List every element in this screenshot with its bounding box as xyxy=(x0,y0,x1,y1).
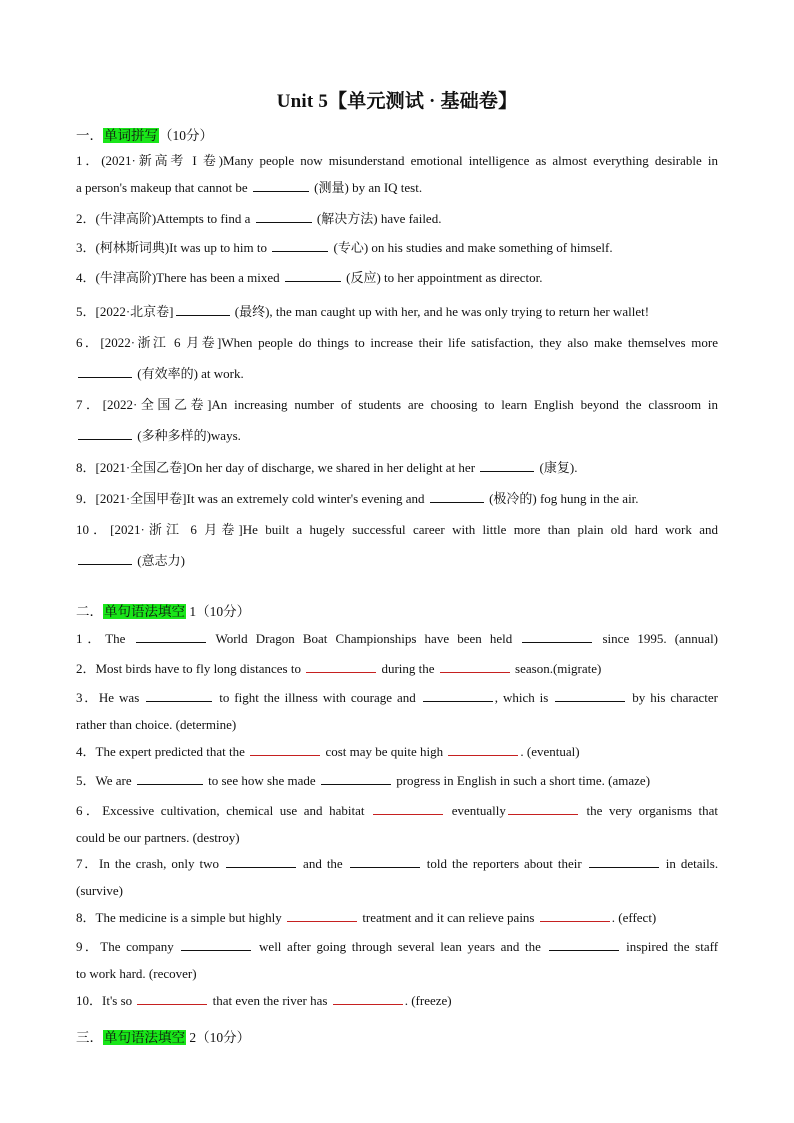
answer-blank[interactable] xyxy=(181,936,251,951)
answer-blank[interactable] xyxy=(373,800,443,815)
section-label-highlight: 单词拼写 xyxy=(104,128,158,143)
section-label-highlight: 单句语法填空 xyxy=(104,1030,185,1045)
answer-blank[interactable] xyxy=(589,853,659,868)
answer-blank[interactable] xyxy=(333,990,403,1005)
answer-blank[interactable] xyxy=(423,687,493,702)
question-2-1: 1．The World Dragon Boat Championships have been held since 1995. (annual) xyxy=(76,625,718,652)
answer-blank[interactable] xyxy=(137,990,207,1005)
answer-blank[interactable] xyxy=(321,770,391,785)
answer-blank[interactable] xyxy=(285,267,341,282)
answer-blank[interactable] xyxy=(287,907,357,922)
question-2-2: 2．Most birds have to fly long distances to during the season.(migrate) xyxy=(76,655,718,682)
question-1-9: 9．[2021·全国甲卷]It was an extremely cold winter's evening and (极冷的) fog hung in the air. xyxy=(76,485,718,512)
answer-blank[interactable] xyxy=(256,208,312,223)
answer-blank[interactable] xyxy=(448,741,518,756)
question-line: a person's makeup that cannot be (测量) by an IQ test. xyxy=(76,174,718,201)
question-1-8: 8．[2021·全国乙卷]On her day of discharge, we shared in her delight at her (康复). xyxy=(76,454,718,481)
question-1-4: 4．(牛津高阶)There has been a mixed (反应) to her appointment as director. xyxy=(76,264,718,291)
question-1-3: 3．(柯林斯词典)It was up to him to (专心) on his studies and make something of himself. xyxy=(76,234,718,261)
question-1-7: 7．[2022·全国乙卷]An increasing number of students are choosing to learn English beyond the classroom in (多种多样的)ways. xyxy=(76,397,718,443)
section-label-highlight: 单句语法填空 xyxy=(104,604,185,619)
question-2-10: 10．It's so that even the river has . (freeze) xyxy=(76,987,718,1014)
question-1-5: 5．[2022·北京卷] (最终), the man caught up with her, and he was only trying to return her wallet! xyxy=(76,298,718,325)
section-heading-2: 二．单句语法填空 1（10分） xyxy=(76,604,251,619)
answer-blank[interactable] xyxy=(253,177,309,192)
question-2-4: 4．The expert predicted that the cost may be quite high . (eventual) xyxy=(76,738,718,765)
question-2-6: 6．Excessive cultivation, chemical use and habitat eventually the very organisms that could be our partners. (destroy) xyxy=(76,797,718,851)
answer-blank[interactable] xyxy=(78,425,132,440)
answer-blank[interactable] xyxy=(146,687,212,702)
answer-blank[interactable] xyxy=(176,301,230,316)
question-2-8: 8．The medicine is a simple but highly treatment and it can relieve pains . (effect) xyxy=(76,904,718,931)
answer-blank[interactable] xyxy=(440,658,510,673)
question-2-9: 9．The company well after going through several lean years and the inspired the staff to work hard. (recover) xyxy=(76,933,718,987)
answer-blank[interactable] xyxy=(480,457,534,472)
answer-blank[interactable] xyxy=(522,628,592,643)
question-1-1 xyxy=(76,147,718,201)
answer-blank[interactable] xyxy=(136,628,206,643)
answer-blank[interactable] xyxy=(430,488,484,503)
section-heading-1 xyxy=(76,124,213,144)
question-1-6: 6．[2022·浙江 6 月卷]When people do things to increase their life satisfaction, they also make themselves more (有效率的) at work. xyxy=(76,335,718,381)
question-1-2: 2．(牛津高阶)Attempts to find a (解决方法) have failed. xyxy=(76,205,718,232)
answer-blank[interactable] xyxy=(540,907,610,922)
page-title: Unit 5【单元测试 · 基础卷】 xyxy=(276,91,518,112)
question-1-10: 10．[2021·浙江 6 月卷]He built a hugely successful career with little more than plain old hard work and (意志力) xyxy=(76,522,718,568)
section-heading-3: 三．单句语法填空 2（10分） xyxy=(76,1030,251,1045)
question-line: 1．(2021·新高考 I 卷)Many people now misunderstand emotional intelligence as almost everything desirable in xyxy=(76,153,718,168)
answer-blank[interactable] xyxy=(272,237,328,252)
answer-blank[interactable] xyxy=(78,363,132,378)
question-2-3: 3．He was to fight the illness with courage and , which is by his character rather than choice. (determine) xyxy=(76,684,718,738)
section-suffix: （10分） xyxy=(159,128,213,143)
answer-blank[interactable] xyxy=(306,658,376,673)
answer-blank[interactable] xyxy=(555,687,625,702)
answer-blank[interactable] xyxy=(78,550,132,565)
answer-blank[interactable] xyxy=(250,741,320,756)
answer-blank[interactable] xyxy=(226,853,296,868)
answer-blank[interactable] xyxy=(549,936,619,951)
question-2-7: 7．In the crash, only two and the told the reporters about their in details. (survive) xyxy=(76,850,718,904)
answer-blank[interactable] xyxy=(350,853,420,868)
answer-blank[interactable] xyxy=(508,800,578,815)
answer-blank[interactable] xyxy=(137,770,203,785)
section-prefix: 一． xyxy=(76,128,103,143)
question-2-5: 5．We are to see how she made progress in English in such a short time. (amaze) xyxy=(76,767,718,794)
